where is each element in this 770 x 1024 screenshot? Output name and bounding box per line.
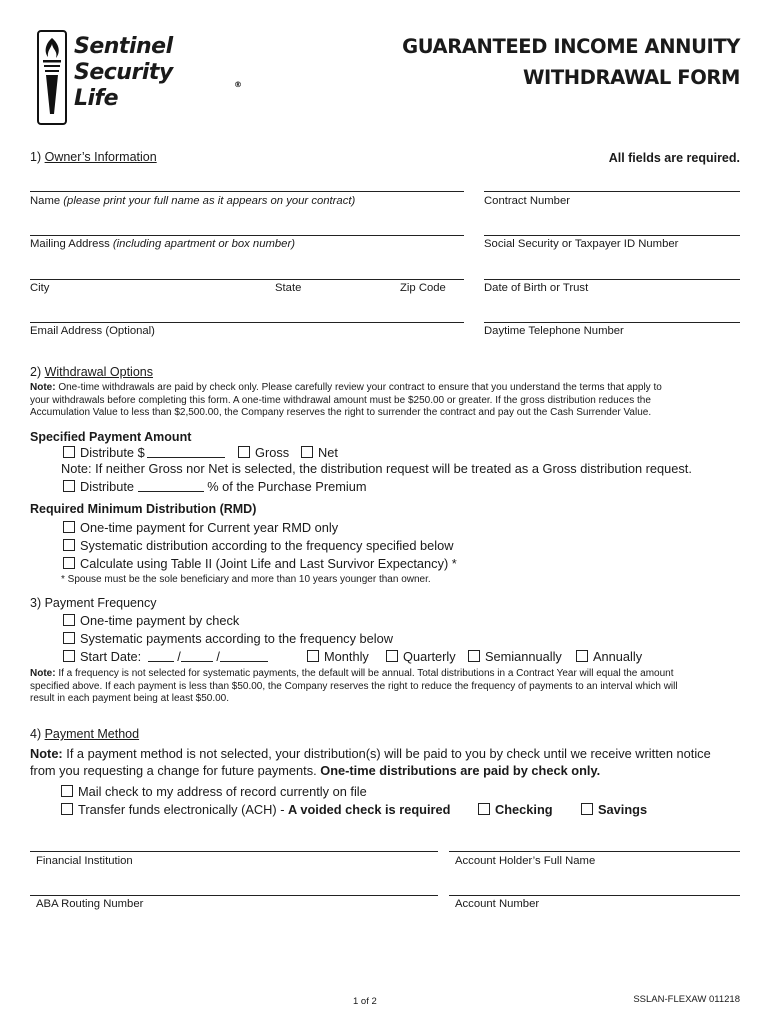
monthly-option	[307, 649, 369, 664]
section-1-heading	[30, 150, 157, 164]
logo-line-2: Security	[74, 60, 173, 85]
systematic-payments-checkbox[interactable]	[63, 632, 75, 644]
net-checkbox[interactable]	[301, 446, 313, 458]
rmd-option-3	[63, 556, 457, 571]
mail-check-checkbox[interactable]	[61, 785, 73, 797]
distribute-percent-field[interactable]	[138, 480, 204, 492]
rmd-option-1	[63, 520, 338, 535]
start-date-checkbox[interactable]	[63, 650, 75, 662]
gross-option	[238, 445, 289, 460]
gross-net-note: Note: If neither Gross nor Net is selected, the distribution request will be treated as a Gross distribution request.	[61, 461, 692, 476]
semiannually-checkbox[interactable]	[468, 650, 480, 662]
page-number: 1 of 2	[353, 996, 377, 1007]
distribute-dollar-label: Distribute $	[80, 445, 145, 460]
section-4-heading	[30, 727, 139, 741]
checking-checkbox[interactable]	[478, 803, 490, 815]
name-label	[30, 195, 355, 207]
logo-wordmark	[74, 34, 242, 112]
mailing-address-label	[30, 238, 295, 250]
section-title: Owner’s Information	[44, 150, 157, 164]
quarterly-checkbox[interactable]	[386, 650, 398, 662]
contract-number-label: Contract Number	[484, 195, 571, 207]
city-label: City	[30, 282, 50, 294]
section-number: 4)	[30, 727, 45, 741]
distribute-dollar-row	[63, 445, 225, 460]
torch-icon	[39, 32, 65, 123]
section-title: Payment Method	[44, 727, 140, 741]
phone-label: Daytime Telephone Number	[484, 325, 624, 337]
name-label-text: Name	[30, 195, 64, 207]
spouse-note: * Spouse must be the sole beneficiary and more than 10 years younger than owner.	[61, 574, 431, 585]
email-input-line[interactable]	[30, 322, 464, 323]
account-number-label: Account Number	[455, 898, 540, 910]
specified-payment-heading: Specified Payment Amount	[30, 430, 192, 444]
ach-requirement: A voided check is required	[288, 802, 451, 817]
frequency-note	[30, 668, 678, 706]
dob-input-line[interactable]	[484, 279, 740, 280]
section-title: Withdrawal Options	[44, 365, 153, 379]
section-number: 3)	[30, 596, 45, 610]
form-title-line-2: WITHDRAWAL FORM	[522, 66, 740, 89]
net-label: Net	[318, 445, 338, 460]
email-label: Email Address (Optional)	[30, 325, 155, 337]
form-title-line-1: GUARANTEED INCOME ANNUITY	[402, 35, 740, 58]
mailing-hint: (including apartment or box number)	[112, 238, 295, 250]
checking-option	[478, 802, 553, 817]
rmd-one-time-checkbox[interactable]	[63, 521, 75, 533]
distribute-dollar-amount-field[interactable]	[147, 446, 225, 458]
distribute-percent-row	[63, 479, 367, 494]
start-date-label: Start Date:	[80, 649, 142, 664]
semiannually-option	[468, 649, 562, 664]
note-text: your withdrawals before completing this form. A one-time withdrawal amount must be $250.00 or greater. If the gross distribution reduces the	[30, 394, 651, 406]
ach-option	[61, 802, 450, 817]
note-text: If a payment method is not selected, your distribution(s) will be paid to you by check until we receive written notice	[66, 746, 711, 761]
financial-institution-label: Financial Institution	[36, 855, 133, 867]
rmd-option-label: Systematic distribution according to the frequency specified below	[80, 538, 454, 553]
registered-mark: ®	[234, 80, 242, 89]
contract-number-input-line[interactable]	[484, 191, 740, 192]
note-text: specified above. If each payment is less than $50.00, the Company reserves the right to reduce the frequency of payments to an interval which will	[30, 680, 678, 692]
annually-option	[576, 649, 642, 664]
name-hint: (please print your full name as it appears on your contract)	[63, 195, 356, 207]
ssn-label: Social Security or Taxpayer ID Number	[484, 238, 679, 250]
note-label: Note:	[30, 746, 63, 761]
semiannually-label: Semiannually	[485, 649, 562, 664]
section-2-heading	[30, 365, 153, 379]
form-code: SSLAN-FLEXAW 011218	[633, 994, 740, 1005]
required-notice: All fields are required.	[608, 151, 740, 165]
start-date-year-field[interactable]	[220, 650, 268, 662]
dob-label: Date of Birth or Trust	[484, 282, 589, 294]
logo-line-3: Life	[74, 86, 119, 111]
distribute-percent-suffix: % of the Purchase Premium	[207, 479, 367, 494]
city-state-zip-input-line[interactable]	[30, 279, 464, 280]
financial-institution-input-line[interactable]	[30, 851, 438, 852]
one-time-check-option	[63, 613, 239, 628]
date-separator: /	[216, 649, 220, 664]
logo-line-1: Sentinel	[74, 34, 173, 59]
account-number-input-line[interactable]	[449, 895, 740, 896]
note-label: Note:	[30, 668, 56, 679]
distribute-percent-checkbox[interactable]	[63, 480, 75, 492]
gross-checkbox[interactable]	[238, 446, 250, 458]
ssn-input-line[interactable]	[484, 235, 740, 236]
note-text: from you requesting a change for future payments.	[30, 763, 321, 778]
aba-routing-input-line[interactable]	[30, 895, 438, 896]
ach-label: Transfer funds electronically (ACH) -	[78, 802, 289, 817]
account-holder-label: Account Holder’s Full Name	[455, 855, 596, 867]
net-option	[301, 445, 338, 460]
savings-checkbox[interactable]	[581, 803, 593, 815]
monthly-checkbox[interactable]	[307, 650, 319, 662]
start-date-month-field[interactable]	[148, 650, 174, 662]
logo-torch-frame	[37, 30, 67, 125]
start-date-day-field[interactable]	[181, 650, 213, 662]
rmd-systematic-checkbox[interactable]	[63, 539, 75, 551]
rmd-option-label: One-time payment for Current year RMD only	[80, 520, 339, 535]
note-text: result in each payment being at least $50.00.	[30, 693, 230, 704]
name-input-line[interactable]	[30, 191, 464, 192]
section-number: 1)	[30, 150, 45, 164]
zip-code-label: Zip Code	[400, 282, 446, 294]
note-text: If a frequency is not selected for systematic payments, the default will be annual. Total distributions in a Contract Year will equal the amount	[58, 668, 674, 679]
frequency-option-label: One-time payment by check	[80, 613, 240, 628]
annually-checkbox[interactable]	[576, 650, 588, 662]
mailing-label-text: Mailing Address	[30, 238, 113, 250]
gross-label: Gross	[255, 445, 290, 460]
date-separator: /	[177, 649, 181, 664]
mailing-address-input-line[interactable]	[30, 235, 464, 236]
savings-option	[581, 802, 647, 817]
rmd-option-2	[63, 538, 453, 553]
phone-input-line[interactable]	[484, 322, 740, 323]
ach-checkbox[interactable]	[61, 803, 73, 815]
checking-label: Checking	[495, 802, 553, 817]
annually-label: Annually	[593, 649, 643, 664]
distribute-dollar-checkbox[interactable]	[63, 446, 75, 458]
distribute-percent-label: Distribute	[80, 479, 135, 494]
section-3-heading	[30, 596, 156, 610]
aba-routing-label: ABA Routing Number	[36, 898, 144, 910]
section-number: 2)	[30, 365, 45, 379]
mail-check-option	[61, 784, 367, 799]
quarterly-label: Quarterly	[403, 649, 456, 664]
note-text: Accumulation Value to less than $2,500.00, the Company reserves the right to surrender the contract and pay out the Cash Surrender Value.	[30, 407, 652, 418]
note-text: One-time withdrawals are paid by check only. Please carefully review your contract to ensure that you understand the terms that apply to	[58, 382, 662, 393]
start-date-row	[63, 649, 268, 664]
note-emphasis: One-time distributions are paid by check only.	[320, 763, 601, 778]
rmd-table-ii-checkbox[interactable]	[63, 557, 75, 569]
withdrawal-note	[30, 382, 662, 420]
frequency-option-label: Systematic payments according to the frequency below	[80, 631, 393, 646]
monthly-label: Monthly	[324, 649, 369, 664]
note-label: Note:	[30, 382, 56, 393]
rmd-heading: Required Minimum Distribution (RMD)	[30, 502, 257, 516]
savings-label: Savings	[598, 802, 648, 817]
mail-check-label: Mail check to my address of record currently on file	[78, 784, 367, 799]
form-title	[402, 31, 740, 93]
section-title: Payment Frequency	[44, 596, 157, 610]
systematic-payments-option	[63, 631, 393, 646]
rmd-option-label: Calculate using Table II (Joint Life and Last Survivor Expectancy) *	[80, 556, 457, 571]
quarterly-option	[386, 649, 456, 664]
one-time-check-checkbox[interactable]	[63, 614, 75, 626]
payment-method-note	[30, 745, 711, 779]
account-holder-input-line[interactable]	[449, 851, 740, 852]
state-label: State	[275, 282, 302, 294]
